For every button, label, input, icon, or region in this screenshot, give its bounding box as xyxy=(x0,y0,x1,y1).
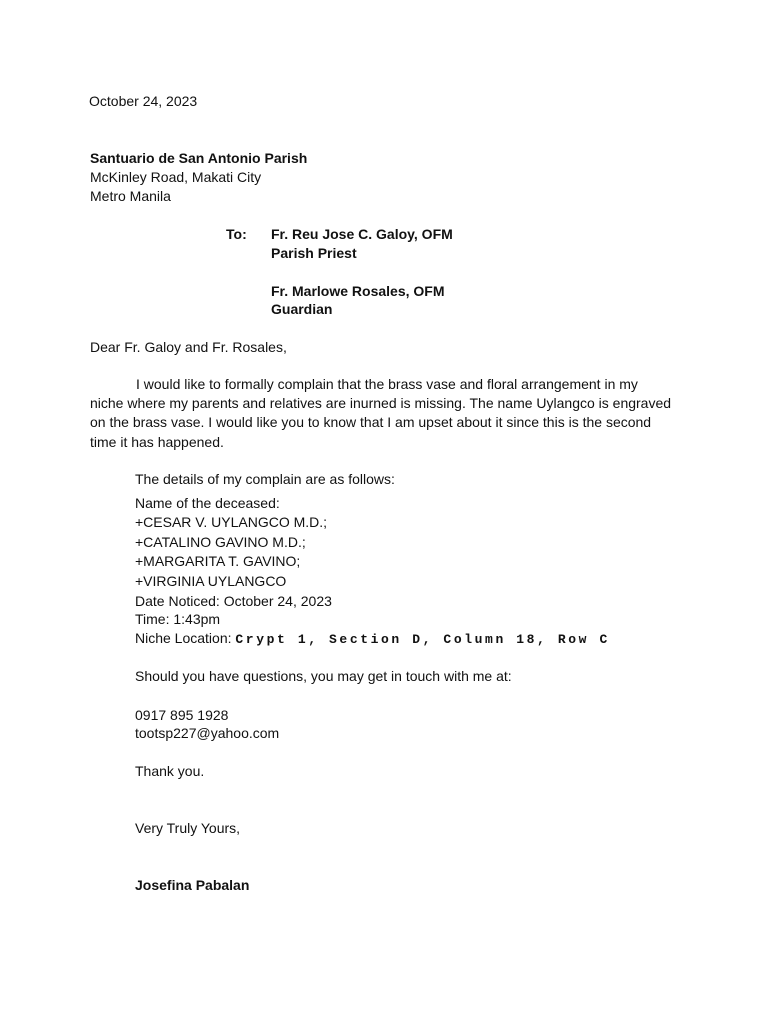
contact-email: tootsp227@yahoo.com xyxy=(135,725,280,741)
closing: Very Truly Yours, xyxy=(135,820,241,836)
recipient-address-line1: McKinley Road, Makati City xyxy=(90,169,262,185)
body-line: niche where my parents and relatives are inurned is missing. The name Uylangco is engraved xyxy=(90,395,672,412)
recipient-address-line2: Metro Manila xyxy=(90,188,171,204)
niche-label: Niche Location: xyxy=(135,630,236,646)
deceased-name: +MARGARITA T. GAVINO; xyxy=(135,553,301,569)
contact-phone: 0917 895 1928 xyxy=(135,707,229,723)
contact-intro: Should you have questions, you may get in touch with me at: xyxy=(135,668,512,684)
deceased-label: Name of the deceased: xyxy=(135,495,280,511)
addressee-name: Fr. Reu Jose C. Galoy, OFM xyxy=(271,226,453,242)
addressee-name: Fr. Marlowe Rosales, OFM xyxy=(271,283,445,299)
niche-value: Crypt 1, Section D, Column 18, Row C xyxy=(235,632,610,647)
body-paragraph xyxy=(90,375,675,452)
date-noticed: Date Noticed: October 24, 2023 xyxy=(135,593,332,609)
letter-date: October 24, 2023 xyxy=(89,93,198,109)
time-noticed: Time: 1:43pm xyxy=(135,611,221,627)
deceased-name: +CATALINO GAVINO M.D.; xyxy=(135,534,306,550)
body-line: I would like to formally complain that the brass vase and floral arrangement in my xyxy=(136,376,638,392)
addressee-title: Parish Priest xyxy=(271,245,357,261)
details-intro: The details of my complain are as follows: xyxy=(135,471,395,487)
deceased-name: +VIRGINIA UYLANGCO xyxy=(135,573,287,589)
salutation: Dear Fr. Galoy and Fr. Rosales, xyxy=(90,339,287,355)
addressee-title: Guardian xyxy=(271,301,333,317)
niche-location xyxy=(135,629,610,649)
signature-name: Josefina Pabalan xyxy=(135,877,250,893)
recipient-org-name: Santuario de San Antonio Parish xyxy=(90,150,308,166)
deceased-name: +CESAR V. UYLANGCO M.D.; xyxy=(135,514,328,530)
body-line: time it has happened. xyxy=(90,433,224,450)
to-label: To: xyxy=(226,226,247,242)
thanks: Thank you. xyxy=(135,763,205,779)
body-line: on the brass vase. I would like you to know that I am upset about it since this is the second xyxy=(90,414,652,431)
